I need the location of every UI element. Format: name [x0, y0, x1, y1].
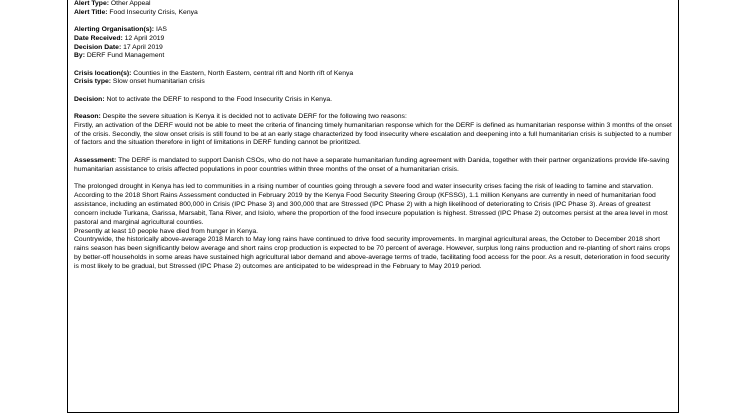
document-page: [67, 0, 679, 413]
crisis-type-line: Crisis type: Slow onset humanitarian crisis: [74, 78, 205, 86]
reason-paragraph: Firstly, an activation of the DERF would not be able to meet the criteria of financing timely humanitarian response which for the DERF is defined as humanitarian response within 3 months of the onset of the crisis. Secondly, the slow onset crisis is still found to be at an early stage characterized by food insecurity where escalation and deepening into a full humanitarian crisis is subjected to a number of factors and the situation therefore in light of limitations in DERF funding cannot be prioritized.: [74, 121, 672, 147]
countrywide-paragraph: Countrywide, the historically above-average 2018 March to May long rains have continued to drive food security improvements. In marginal agricultural areas, the October to December 2018 short rains season has been significantly below average and short rains crop production is expected to be 70 percent of average. However, surplus long rains production and re-planting of short rains crops by better-off households in some areas have sustained high agricultural labor demand and above-average terms of trade, facilitating food access for the poor. As a result, deterioration in food security is most likely to be gradual, but Stressed (IPC Phase 2) outcomes are anticipated to be widespread in the February to May 2019 period.: [74, 236, 671, 270]
alert-title-line: Alert Title: Food Insecurity Crisis, Kenya: [74, 8, 198, 16]
drought-paragraph: The prolonged drought in Kenya has led to communities in a rising number of counties going through a severe food and water insecurity crises facing the risk of leading to famine and starvation. According to the 2018 Short Rains Assessment conducted in February 2019 by the Kenya Food Security Steering Group (KFSSG), 1.1 million Kenyans are currently in need of humanitarian food assistance, including an estimated 800,000 in Crisis (IPC Phase 3) and 300,000 that are Stressed (IPC Phase 2) with a high likelihood of deteriorating to Crisis (IPC Phase 3). Areas of greatest concern include Turkana, Garissa, Marsabit, Tana River, and Isiolo, where the proportion of the food insecure population is highest. Stressed (IPC Phase 2) outcomes persist at the area level in most pastoral and marginal agricultural counties.: [74, 183, 668, 226]
crisis-location-line: Crisis location(s): Counties in the Eastern, North Eastern, central rift and North rift of Kenya: [74, 69, 354, 77]
deaths-paragraph: Presently at least 10 people have died from hunger in Kenya.: [74, 227, 259, 235]
alerting-org-line: Alerting Organisation(s): IAS: [74, 26, 167, 34]
date-received-line: Date Received: 12 April 2019: [74, 34, 165, 42]
decision-line: Decision: Not to activate the DERF to respond to the Food Insecurity Crisis in Kenya.: [74, 95, 333, 103]
alert-type-line: Alert Type: Other Appeal: [74, 0, 151, 7]
by-line: By: DERF Fund Management: [74, 52, 165, 60]
assessment-paragraph: Assessment: The DERF is mandated to support Danish CSOs, who do not have a separate humanitarian funding agreement with Danida, together with their partner organizations provide life-saving humanitarian assistance to crisis affected populations in poor countries within three months of the onset of a humanitarian crisis.: [74, 157, 670, 173]
reason-line: Reason: Despite the severe situation is Kenya it is decided not to activate DERF for the following two reasons:: [74, 113, 407, 121]
decision-date-line: Decision Date: 17 April 2019: [74, 43, 163, 51]
